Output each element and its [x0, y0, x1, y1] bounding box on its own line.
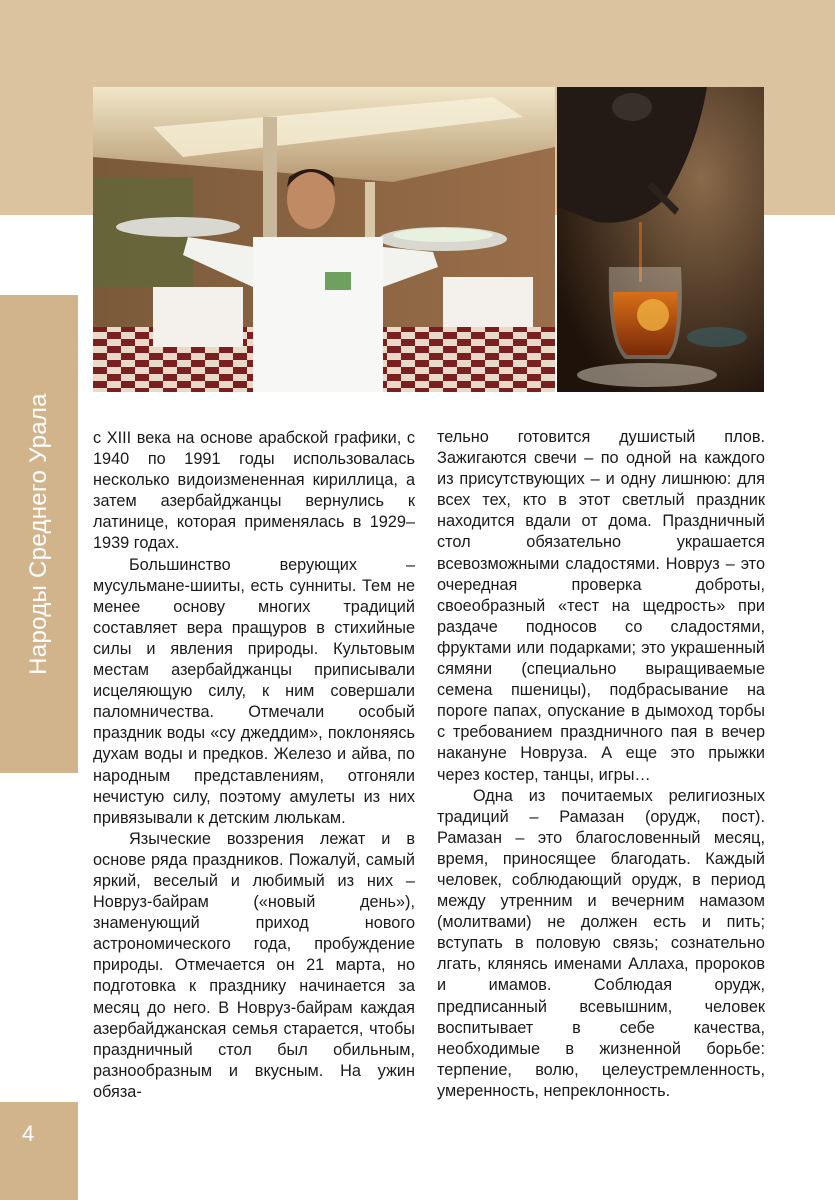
tea-pouring-photo: [557, 87, 764, 392]
paragraph: тельно готовится душистый плов. Зажигаются свечи – по одной на каждого из присутствующих – и одну лишнюю: для всех тех, кто в этот светлый праздник находится вдали от дома. Праздничный стол обязательно украшается всевозможными сладостями. Новруз – это очередная проверка доброты, своеобразный «тест на щедрость» при раздаче подносов со сладостями, фруктами или подарками; это украшенный сямяни (специально выращиваемые семена пшеницы), подбрасывание на пороге папах, опускание в дымоход торбы с требованием праздничного пая в вечер накануне Новруза. А еще это прыжки через костер, танцы, игры…: [437, 428, 765, 784]
paragraph: Большинство верующих – мусульмане-шииты, есть сунниты. Тем не менее основу многих традиций составляет вера пращуров в стихийные силы и явления природы. Культовым местам азербайджанцы приписывали исцеляющую силу, к ним совершали паломничества. Отмечали особый праздник воды «су джеддим», поклоняясь духам воды и предков. Железо и айва, по народным представлениям, отгоняли нечистую силу, поэтому амулеты из них привязывали к детским люлькам.: [93, 555, 415, 827]
page-number-tab: [0, 1102, 78, 1200]
text-column-right: [437, 427, 765, 1102]
text-column-left: [93, 428, 415, 1103]
page-number: 4: [22, 1121, 35, 1146]
paragraph: с XIII века на основе арабской графики, с 1940 по 1991 годы использовалась несколько видоизмененная кириллица, а затем азербайджанцы вернулись к латинице, которая применялась в 1929–1939 годах.: [93, 429, 415, 553]
paragraph: Языческие воззрения лежат и в основе ряда праздников. Пожалуй, самый яркий, веселый и любимый из них – Новруз-байрам («новый день»), знаменующий приход нового астрономического года, пробуждение природы. Отмечается он 21 марта, но подготовка к празднику начинается за месяц до него. В Новруз-байрам каждая азербайджанская семья старается, чтобы праздничный стол был обильным, разнообразным и вкусным. На ужин обяза-: [93, 829, 415, 1101]
section-title-text: Народы Среднего Урала: [25, 393, 53, 675]
section-title: [0, 295, 78, 773]
paragraph: Одна из почитаемых религиозных традиций – Рамазан (орудж, пост). Рамазан – это благословенный месяц, время, приносящее благодать. Каждый человек, соблюдающий орудж, в период между утренним и вечерним намазом (молитвами) не должен есть и пить; вступать в половую связь; сознательно лгать, клянясь именами Аллаха, пророков и имамов. Соблюдая орудж, предписанный всевышним, человек воспитывает в себе качества, необходимые в жизненной борьбе: терпение, волю, целеустремленность, умеренность, непреклонность.: [437, 786, 765, 1100]
restaurant-waiter-photo: [93, 87, 555, 392]
